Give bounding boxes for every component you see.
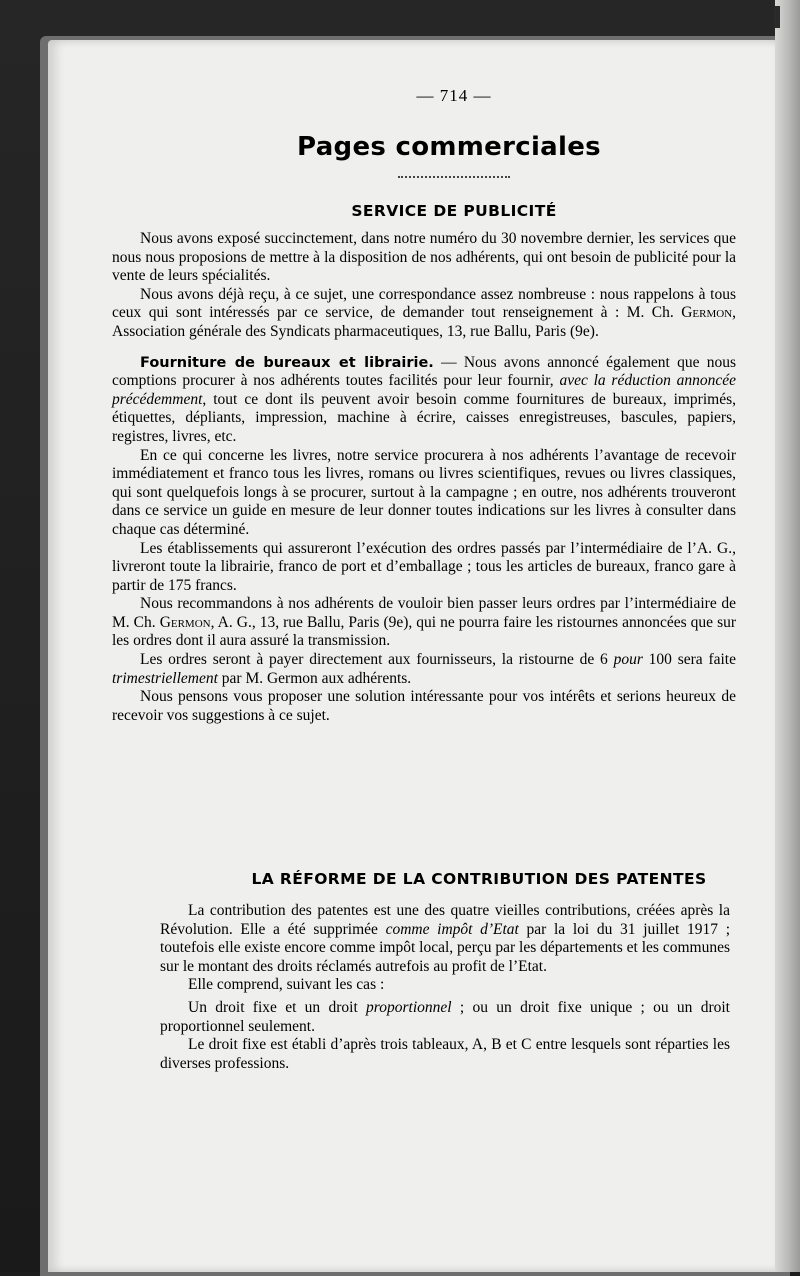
paragraph: [160, 999, 730, 1036]
text-run: Nous avons déjà reçu, à ce sujet, une correspondance assez nombreuse : nous rappelons à tous ceux qui sont intéressés par ce service, de demander tout renseignement à : M. Ch.: [112, 285, 736, 322]
text-run: , tout ce dont ils peuvent avoir besoin comme fournitures de bureaux, imprimés, étiquettes, dépliants, impression, machine à écrire, caisses enregistreuses, bascules, papiers, registres, livres, etc.: [112, 390, 736, 445]
text-run: — Nous avons annoncé également que nous comptions procurer à nos adhérents toutes facilités pour leur fournir,: [112, 353, 736, 390]
paragraph: [112, 354, 736, 447]
paragraph: [160, 902, 730, 976]
edge-mark: [774, 6, 780, 28]
paragraph: [112, 595, 736, 651]
page-title: Pages commerciales: [297, 132, 601, 162]
text-run: 100 sera faite: [642, 651, 736, 669]
text-run: par M. Germon aux adhérents.: [217, 669, 412, 687]
text-run: , A. G., 13, rue Ballu, Paris (9e), qui ne pourra faire les ristournes annoncées que sur les ordres dont il aura assuré la transmission.: [112, 613, 737, 650]
italic-run: avec la réduction annoncée précédemment: [112, 372, 736, 408]
page-edge-strip: [775, 0, 800, 1272]
paragraph: Les établissements qui assureront l’exécution des ordres passés par l’intermédiaire de l’A. G., livreront toute la librairie, franco de port et d’emballage ; tous les articles de bureaux, franco gare à partir de 175 francs.: [112, 539, 736, 594]
person-name: Germon: [681, 304, 733, 322]
paragraph: [112, 651, 736, 688]
run-in-heading: Fourniture de bureaux et librairie.: [140, 354, 434, 371]
section-heading-patentes: LA RÉFORME DE LA CONTRIBUTION DES PATENTES: [251, 870, 707, 888]
text-run: Les ordres seront à payer directement aux fournisseurs, la ristourne de 6: [140, 651, 614, 669]
paragraph: [112, 286, 736, 342]
paragraph: Nous avons exposé succinctement, dans notre numéro du 30 novembre dernier, les services que nous nous proposions de mettre à la disposition de nos adhérents, qui ont besoin de publicité pour la vente de leurs spécialités.: [112, 230, 736, 285]
paragraph: Nous pensons vous proposer une solution intéressante pour vos intérêts et serions heureux de recevoir vos suggestions à ce sujet.: [112, 688, 736, 724]
italic-run: proportionnel: [366, 998, 452, 1016]
italic-run: pour: [613, 651, 643, 669]
italic-run: trimestriellement: [112, 669, 218, 687]
section-heading-publicite: SERVICE DE PUBLICITÉ: [351, 202, 557, 220]
paragraph: Le droit fixe est établi d’après trois tableaux, A, B et C entre lesquels sont réparties les diverses professions.: [160, 1036, 730, 1072]
section-body-patentes: [160, 902, 730, 1073]
paragraph: Elle comprend, suivant les cas :: [188, 976, 385, 994]
text-run: Un droit fixe et un droit: [188, 998, 367, 1016]
paragraph: En ce qui concerne les livres, notre service procurera à nos adhérents l’avantage de recevoir immédiatement et franco tous les livres, romans ou livres scientifiques, revues ou livres classiques, qui sont quelquefois longs à se procurer, surtout à la campagne ; en outre, nos adhérents trouveront dans ce service un guide en mesure de leur donner toutes indications sur les livres à consulter dans chaque cas déterminé.: [112, 446, 736, 538]
section-body-publicite: [112, 230, 736, 725]
title-divider: [398, 176, 510, 178]
page-content-bottom: [160, 870, 731, 1073]
page-number: — 714 —: [416, 86, 492, 105]
text-run: par la loi du 31 juillet 1917 ; toutefois elle existe encore comme impôt local, perçu par les départements et les communes sur le montant des droits réclamés autrefois au profit de l’Etat.: [160, 920, 731, 975]
text-run: Nous recommandons à nos adhérents de vouloir bien passer leurs ordres par l’intermédiaire de M. Ch.: [112, 595, 736, 631]
text-run: ; ou un droit fixe unique ; ou un droit proportionnel seulement.: [160, 998, 730, 1035]
text-run: , Association générale des Syndicats pharmaceutiques, 13, rue Ballu, Paris (9e).: [112, 304, 736, 340]
page-content-top: [112, 86, 736, 725]
italic-run: comme impôt d’Etat: [385, 920, 519, 938]
text-run: La contribution des patentes est une des quatre vieilles contributions, créées après la Révolution. Elle a été supprimée: [160, 902, 730, 938]
person-name: Germon: [159, 613, 211, 631]
